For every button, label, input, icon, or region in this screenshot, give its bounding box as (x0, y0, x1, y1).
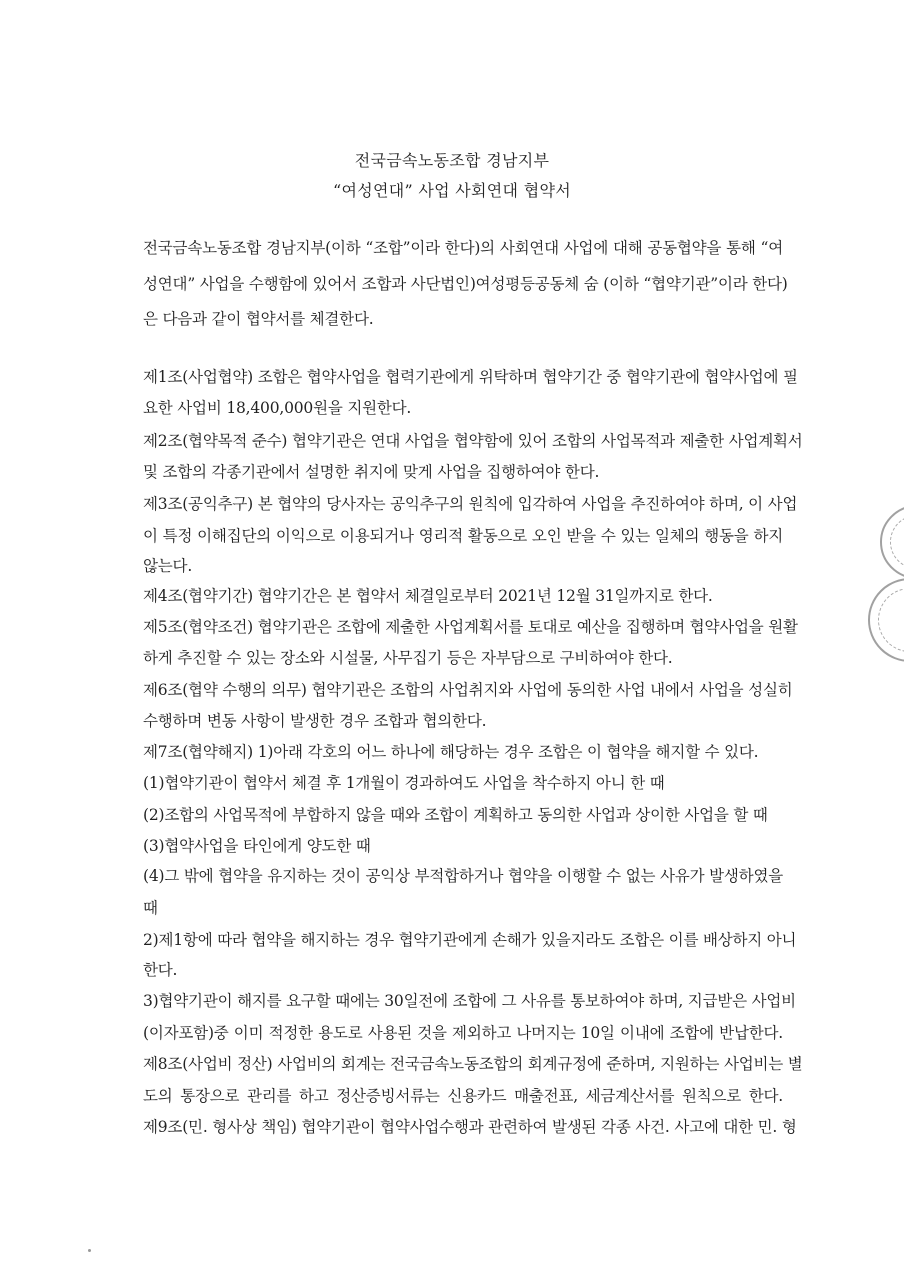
seal-stamp (880, 505, 904, 579)
article-line: 수행하며 변동 사항이 발생한 경우 조합과 협의한다. (143, 712, 487, 730)
article-line: 도의 통장으로 관리를 하고 정산증빙서류는 신용카드 매출전표, 세금계산서를 원칙으로 한다. (143, 1087, 783, 1105)
seal-stamp (868, 578, 904, 662)
article-line: 제9조(민. 형사상 책임) 협약기관이 협약사업수행과 관련하여 발생된 각종 사건. 사고에 대한 민. 형 (143, 1118, 797, 1136)
article-line: 제8조(사업비 정산) 사업비의 회계는 전국금속노동조합의 회계규정에 준하며, 지원하는 사업비는 별 (143, 1055, 803, 1073)
scan-speck (88, 1249, 91, 1252)
article-line: (3)협약사업을 타인에게 양도한 때 (143, 837, 371, 855)
intro-line: 은 다음과 같이 협약서를 체결한다. (143, 310, 374, 328)
article-line: 및 조합의 각종기관에서 설명한 취지에 맞게 사업을 집행하여야 한다. (143, 463, 600, 481)
article-line: (4)그 밖에 협약을 유지하는 것이 공익상 부적합하거나 협약을 이행할 수 없는 사유가 발생하였을 (143, 867, 783, 885)
article-line: 제3조(공익추구) 본 협약의 당사자는 공익추구의 원칙에 입각하여 사업을 추진하여야 하며, 이 사업 (143, 495, 798, 513)
article-line: 제1조(사업협약) 조합은 협약사업을 협력기관에게 위탁하며 협약기간 중 협약기관에 협약사업에 필 (143, 368, 798, 386)
article-line: 제7조(협약해지) 1)아래 각호의 어느 하나에 해당하는 경우 조합은 이 협약을 해지할 수 있다. (143, 743, 759, 761)
document-title-org: 전국금속노동조합 경남지부 (354, 151, 550, 170)
intro-line: 성연대” 사업을 수행함에 있어서 조합과 사단법인)여성평등공동체 숨 (이하 “협약기관”이라 한다) (143, 275, 788, 293)
article-line: 요한 사업비 18,400,000원을 지원한다. (143, 399, 412, 417)
article-line: 제5조(협약조건) 협약기관은 조합에 제출한 사업계획서를 토대로 예산을 집행하며 협약사업을 원활 (143, 618, 798, 636)
article-line: 한다. (143, 961, 178, 979)
article-line: (2)조합의 사업목적에 부합하지 않을 때와 조합이 계획하고 동의한 사업과 상이한 사업을 할 때 (143, 806, 768, 824)
article-line: 않는다. (143, 557, 193, 575)
article-line: 2)제1항에 따라 협약을 해지하는 경우 협약기관에게 손해가 있을지라도 조합은 이를 배상하지 아니 (143, 931, 797, 949)
article-line: (이자포함)중 이미 적정한 용도로 사용된 것을 제외하고 나머지는 10일 이내에 조합에 반납한다. (143, 1024, 783, 1042)
intro-line: 전국금속노동조합 경남지부(이하 “조합”이라 한다)의 사회연대 사업에 대해 공동협약을 통해 “여 (143, 239, 783, 257)
article-line: 제2조(협약목적 준수) 협약기관은 연대 사업을 협약함에 있어 조합의 사업목적과 제출한 사업계획서 (143, 432, 803, 450)
article-line: 3)협약기관이 해지를 요구할 때에는 30일전에 조합에 그 사유를 통보하여야 하며, 지급받은 사업비 (143, 992, 796, 1010)
article-line: 제4조(협약기간) 협약기간은 본 협약서 체결일로부터 2021년 12월 31일까지로 한다. (143, 587, 713, 605)
document-title: “여성연대” 사업 사회연대 협약서 (333, 181, 571, 200)
article-line: (1)협약기관이 협약서 체결 후 1개월이 경과하여도 사업을 착수하지 아니 한 때 (143, 774, 665, 792)
article-line: 때 (143, 899, 158, 917)
article-line: 제6조(협약 수행의 의무) 협약기관은 조합의 사업취지와 사업에 동의한 사업 내에서 사업을 성실히 (143, 681, 793, 699)
article-line: 이 특정 이해집단의 이익으로 이용되거나 영리적 활동으로 오인 받을 수 있는 일체의 행동을 하지 (143, 527, 783, 545)
article-line: 하게 추진할 수 있는 장소와 시설물, 사무집기 등은 자부담으로 구비하여야 한다. (143, 649, 673, 667)
